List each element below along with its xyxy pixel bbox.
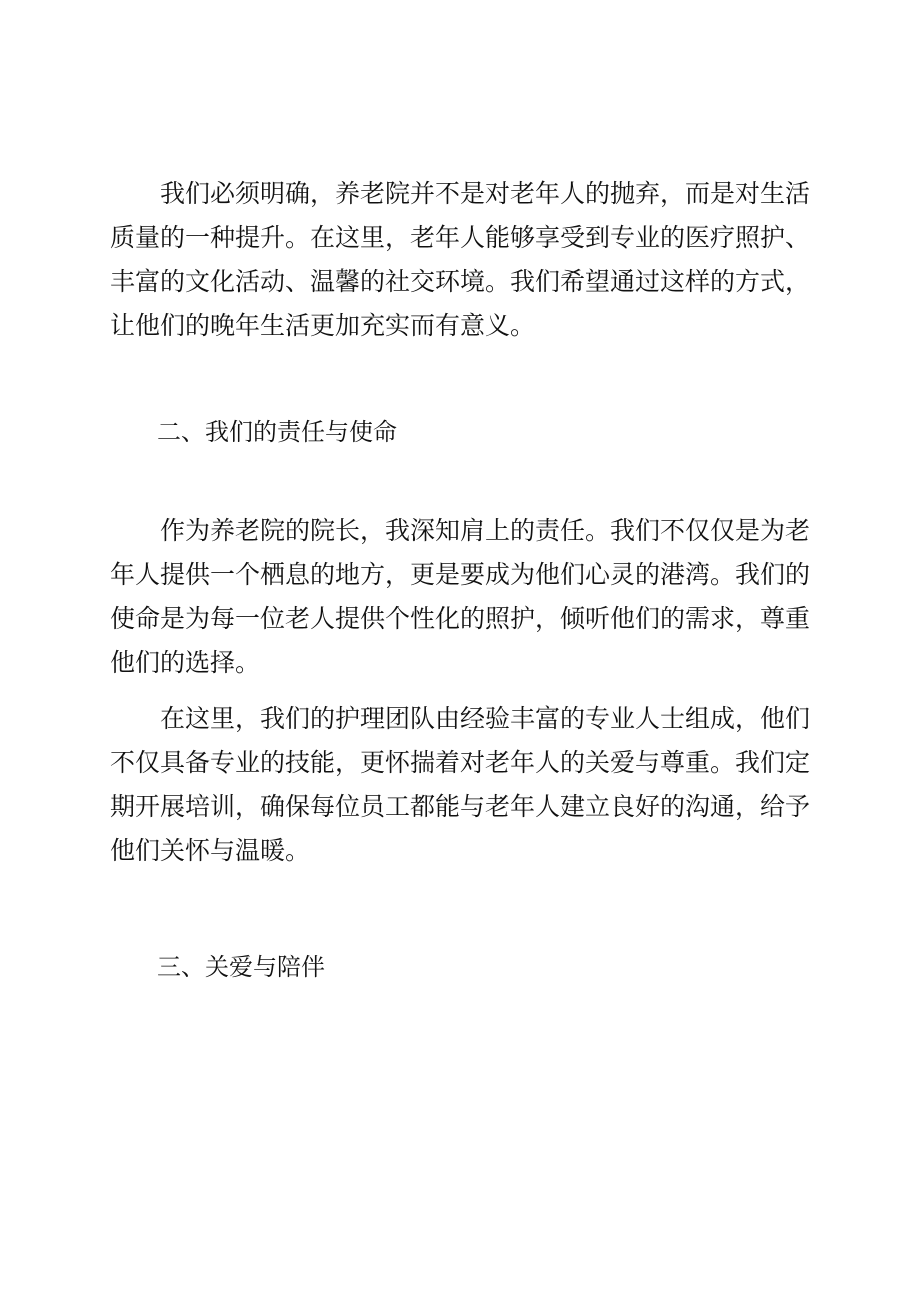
section-heading-responsibility: 二、我们的责任与使命 <box>157 418 397 446</box>
paragraph-nursing-home-purpose: 我们必须明确，养老院并不是对老年人的抛弃，而是对生活质量的一种提升。在这里，老年人能够享受到专业的医疗照护、丰富的文化活动、温馨的社交环境。我们希望通过这样的方式，让他们的晚年生活更加充实而有意义。 <box>110 179 811 340</box>
paragraph-responsibility-mission: 作为养老院的院长，我深知肩上的责任。我们不仅仅是为老年人提供一个栖息的地方，更是要成为他们心灵的港湾。我们的使命是为每一位老人提供个性化的照护，倾听他们的需求，尊重他们的选择。 <box>110 516 811 677</box>
section-heading-care-companionship: 三、关爱与陪伴 <box>157 953 325 981</box>
paragraph-care-team: 在这里，我们的护理团队由经验丰富的专业人士组成，他们不仅具备专业的技能，更怀揣着对老年人的关爱与尊重。我们定期开展培训，确保每位员工都能与老年人建立良好的沟通，给予他们关怀与温暖。 <box>110 704 811 865</box>
